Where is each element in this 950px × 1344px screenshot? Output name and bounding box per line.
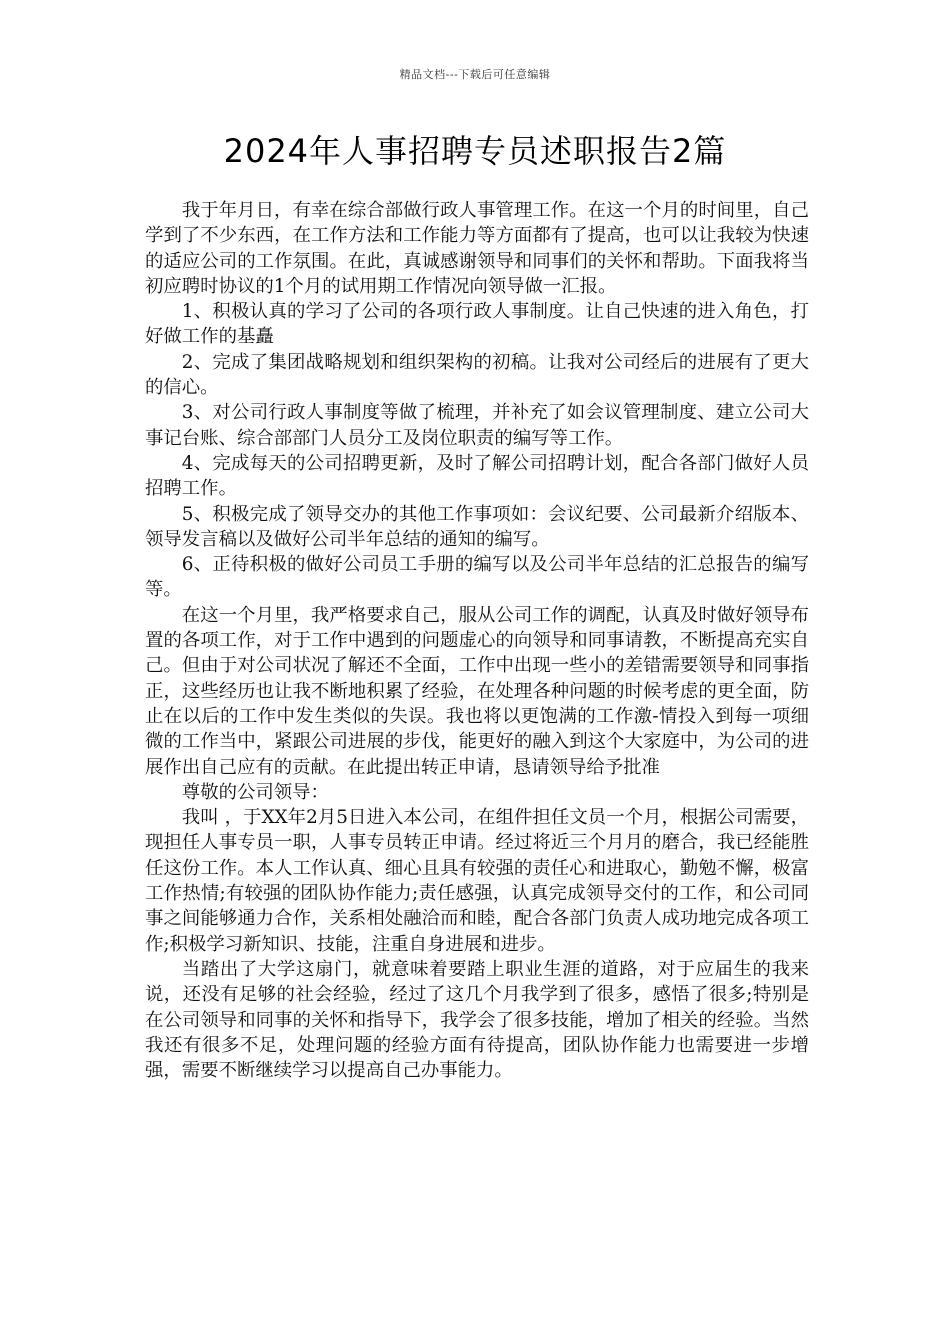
paragraph-summary: 在这一个月里，我严格要求自己，服从公司工作的调配，认真及时做好领导布置的各项工作，对于工作中遇到的问题虚心的向领导和同事请教，不断提高充实自己。但由于对公司状况了解还不全面，工作中出现一些小的差错需要领导和同事指正，这些经历也让我不断地积累了经验，在处理各种问题的时候考虑的更全面，防止在以后的工作中发生类似的失误。我也将以更饱满的工作激-情投入到每一项细微的工作当中，紧跟公司进展的步伐，能更好的融入到这个大家庭中，为公司的进展作出自己应有的贡献。在此提出转正申请，恳请领导给予批准 xyxy=(145,604,809,778)
paragraph-reflection: 当踏出了大学这扇门，就意味着要踏上职业生涯的道路，对于应届生的我来说，还没有足够的社会经验，经过了这几个月我学到了很多，感悟了很多;特别是在公司领导和同事的关怀和指导下，我学会了很多技能，增加了相关的经验。当然我还有很多不足，处理问题的经验方面有待提高，团队协作能力也需要进一步增强，需要不断继续学习以提高自己办事能力。 xyxy=(145,958,809,1082)
document-body xyxy=(145,198,809,1083)
paragraph-intro: 我于年月日，有幸在综合部做行政人事管理工作。在这一个月的时间里，自己学到了不少东西，在工作方法和工作能力等方面都有了提高，也可以让我较为快速的适应公司的工作氛围。在此，真诚感谢领导和同事们的关怀和帮助。下面我将当初应聘时协议的1个月的试用期工作情况向领导做一汇报。 xyxy=(145,200,809,297)
paragraph-item-2: 2、完成了集团战略规划和组织架构的初稿。让我对公司经后的进展有了更大的信心。 xyxy=(145,351,809,399)
paragraph-item-5: 5、积极完成了领导交办的其他工作事项如：会议纪要、公司最新介绍版本、领导发言稿以及做好公司半年总结的通知的编写。 xyxy=(145,503,809,550)
document-title: 2024年人事招聘专员述职报告2篇 xyxy=(223,132,727,170)
header-note: 精品文档---下载后可任意编辑 xyxy=(399,68,551,81)
paragraph-salutation: 尊敬的公司领导： xyxy=(181,781,329,803)
paragraph-self-intro: 我叫 ，于XX年2月5日进入本公司，在组件担任文员一个月，根据公司需要，现担任人事专员一职，人事专员转正申请。经过将近三个月月的磨合，我已经能胜任这份工作。本人工作认真、细心且具有较强的责任心和进取心，勤勉不懈，极富工作热情;有较强的团队协作能力;责任感强，认真完成领导交付的工作，和公司同事之间能够通力合作，关系相处融洽而和睦，配合各部门负责人成功地完成各项工作;积极学习新知识、技能，注重自身进展和进步。 xyxy=(145,807,809,955)
paragraph-item-1: 1、积极认真的学习了公司的各项行政人事制度。让自己快速的进入角色，打好做工作的基矗 xyxy=(145,301,809,348)
paragraph-item-4: 4、完成每天的公司招聘更新，及时了解公司招聘计划，配合各部门做好人员招聘工作。 xyxy=(145,452,809,500)
paragraph-item-3: 3、对公司行政人事制度等做了梳理，并补充了如会议管理制度、建立公司大事记台账、综合部部门人员分工及岗位职责的编写等工作。 xyxy=(145,402,809,449)
paragraph-item-6: 6、正待积极的做好公司员工手册的编写以及公司半年总结的汇总报告的编写等。 xyxy=(145,554,809,601)
